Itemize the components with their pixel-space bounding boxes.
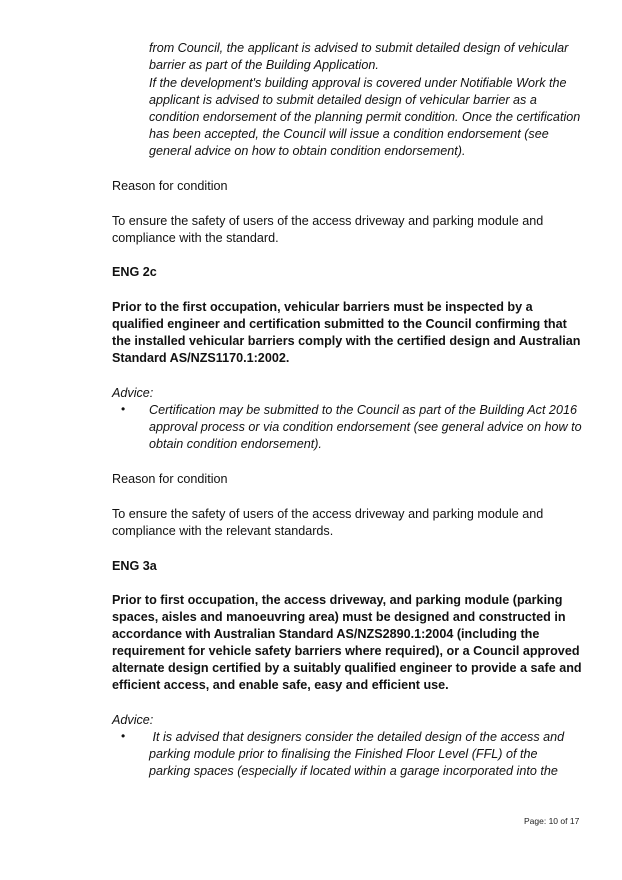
condition-text: qualified engineer and certification submitted to the Council confirming that <box>112 317 567 331</box>
reason-label: Reason for condition <box>112 472 228 486</box>
reason-text: compliance with the relevant standards. <box>112 524 334 538</box>
advice-line: If the development's building approval is covered under Notifiable Work the <box>149 76 567 90</box>
bullet-icon: • <box>121 729 126 743</box>
advice-line: general advice on how to obtain condition endorsement). <box>149 144 466 158</box>
advice-label: Advice: <box>112 713 154 727</box>
condition-text: Standard AS/NZS1170.1:2002. <box>112 351 290 365</box>
advice-line: condition endorsement of the planning permit condition. Once the certification <box>149 110 581 124</box>
condition-text: efficient access, and enable safe, easy and efficient use. <box>112 678 449 692</box>
advice-line: parking module prior to finalising the Finished Floor Level (FFL) of the <box>149 747 538 761</box>
page-number: Page: 10 of 17 <box>524 816 580 826</box>
condition-heading-eng3a: ENG 3a <box>112 559 157 573</box>
reason-text: To ensure the safety of users of the access driveway and parking module and <box>112 214 544 228</box>
advice-line: from Council, the applicant is advised to submit detailed design of vehicular <box>149 41 569 55</box>
condition-text: spaces, aisles and manoeuvring area) must be designed and constructed in <box>112 610 566 624</box>
reason-label: Reason for condition <box>112 179 228 193</box>
advice-line: approval process or via condition endorsement (see general advice on how to <box>149 420 582 434</box>
bullet-icon: • <box>121 402 126 416</box>
reason-text: compliance with the standard. <box>112 231 279 245</box>
condition-text: Prior to first occupation, the access driveway, and parking module (parking <box>112 593 563 607</box>
advice-label: Advice: <box>112 386 154 400</box>
advice-line: obtain condition endorsement). <box>149 437 322 451</box>
condition-text: requirement for vehicle safety barriers where required), or a Council approved <box>112 644 580 658</box>
reason-text: To ensure the safety of users of the access driveway and parking module and <box>112 507 544 521</box>
condition-text: the installed vehicular barriers comply with the certified design and Australian <box>112 334 581 348</box>
advice-line: parking spaces (especially if located within a garage incorporated into the <box>149 764 558 778</box>
advice-line: It is advised that designers consider the detailed design of the access and <box>149 730 565 744</box>
advice-line: barrier as part of the Building Application. <box>149 58 379 72</box>
advice-line: applicant is advised to submit detailed design of vehicular barrier as a <box>149 93 537 107</box>
condition-heading-eng2c: ENG 2c <box>112 265 157 279</box>
condition-text: accordance with Australian Standard AS/NZS2890.1:2004 (including the <box>112 627 540 641</box>
condition-text: alternate design certified by a suitably qualified engineer to provide a safe and <box>112 661 582 675</box>
advice-line: has been accepted, the Council will issue a condition endorsement (see <box>149 127 549 141</box>
condition-text: Prior to the first occupation, vehicular barriers must be inspected by a <box>112 300 533 314</box>
advice-line: Certification may be submitted to the Council as part of the Building Act 2016 <box>149 403 577 417</box>
